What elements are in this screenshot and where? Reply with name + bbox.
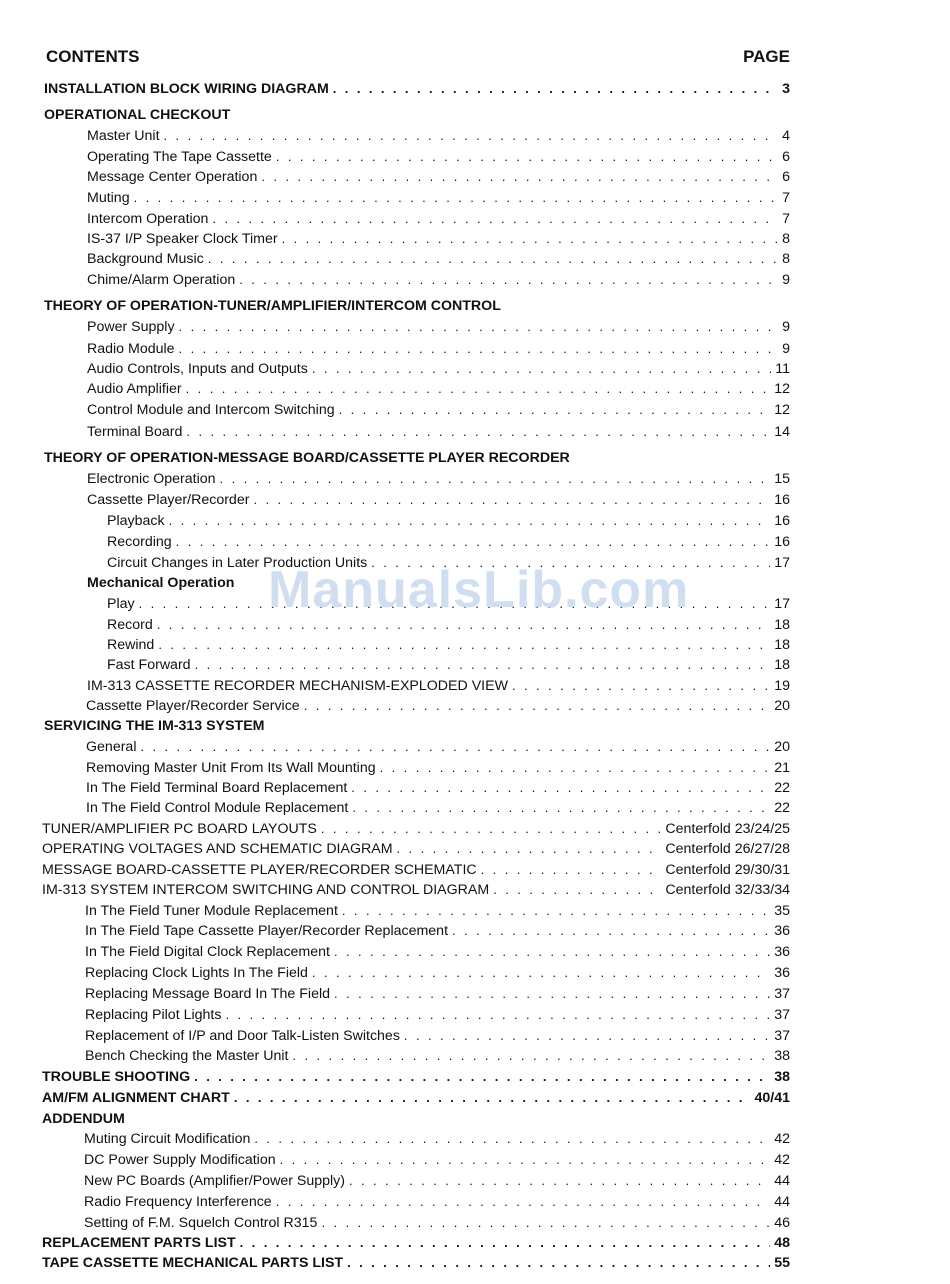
dot-leader <box>240 1234 771 1252</box>
toc-entry-page: 20 <box>774 739 790 755</box>
toc-entry-page: 37 <box>774 1028 790 1044</box>
dot-leader <box>234 1089 751 1107</box>
toc-entry-page: 16 <box>774 492 790 508</box>
toc-entry-title: Play <box>107 596 135 612</box>
toc-entry-title: Chime/Alarm Operation <box>87 272 236 288</box>
toc-entry-title: Recording <box>107 534 172 550</box>
toc-entry-page: 22 <box>774 800 790 816</box>
toc-entry <box>84 1193 790 1211</box>
dot-leader <box>158 636 770 654</box>
toc-entry-page: 22 <box>774 780 790 796</box>
toc-section-entry <box>42 1110 790 1128</box>
toc-entry-page: 8 <box>782 251 790 267</box>
dot-leader <box>225 1006 770 1024</box>
dot-leader <box>186 380 771 398</box>
dot-leader <box>339 401 771 419</box>
toc-entry <box>85 922 790 940</box>
dot-leader <box>212 210 778 228</box>
toc-entry <box>84 1151 790 1169</box>
toc-entry-title: Electronic Operation <box>87 471 216 487</box>
toc-entry <box>107 616 790 634</box>
toc-section-entry <box>42 881 790 899</box>
toc-entry-page: 36 <box>774 923 790 939</box>
toc-entry-page: 3 <box>782 81 790 97</box>
toc-entry-title: OPERATIONAL CHECKOUT <box>44 107 231 123</box>
toc-entry-page: 44 <box>774 1194 790 1210</box>
toc-entry <box>87 574 790 592</box>
toc-entry-title: Replacing Pilot Lights <box>85 1007 222 1023</box>
toc-entry <box>86 738 790 756</box>
toc-entry-title: OPERATING VOLTAGES AND SCHEMATIC DIAGRAM <box>42 841 393 857</box>
toc-entry-title: Radio Frequency Interference <box>84 1194 272 1210</box>
dot-leader <box>493 881 661 899</box>
dot-leader <box>157 616 770 634</box>
toc-entry-title: Intercom Operation <box>87 211 209 227</box>
toc-entry-title: ADDENDUM <box>42 1111 125 1127</box>
toc-entry-title: MESSAGE BOARD-CASSETTE PLAYER/RECORDER SCHEMATIC <box>42 862 477 878</box>
toc-entry-title: Circuit Changes in Later Production Units <box>107 555 368 571</box>
toc-entry-title: DC Power Supply Modification <box>84 1152 276 1168</box>
toc-entry-page: 55 <box>774 1255 790 1271</box>
toc-entry-title: Replacement of I/P and Door Talk-Listen Switches <box>85 1028 400 1044</box>
dot-leader <box>253 491 770 509</box>
dot-leader <box>512 677 770 695</box>
toc-entry-title: New PC Boards (Amplifier/Power Supply) <box>84 1173 345 1189</box>
toc-entry-page: 11 <box>775 361 790 377</box>
toc-entry-page: 42 <box>774 1152 790 1168</box>
toc-entry-title: General <box>86 739 137 755</box>
toc-entry <box>87 677 790 695</box>
dot-leader <box>349 1172 770 1190</box>
toc-section-entry <box>42 840 790 858</box>
toc-entry-title: Bench Checking the Master Unit <box>85 1048 289 1064</box>
toc-entry <box>86 759 790 777</box>
toc-entry-title: Cassette Player/Recorder <box>87 492 250 508</box>
dot-leader <box>481 861 662 879</box>
toc-entry-page: 46 <box>774 1215 790 1231</box>
toc-entry <box>85 902 790 920</box>
dot-leader <box>342 902 770 920</box>
toc-entry-title: Removing Master Unit From Its Wall Mounting <box>86 760 376 776</box>
toc-entry <box>86 697 790 715</box>
toc-entry-page: 48 <box>774 1235 790 1251</box>
toc-entry-title: IM-313 SYSTEM INTERCOM SWITCHING AND CONTROL DIAGRAM <box>42 882 490 898</box>
toc-entry-page: Centerfold 23/24/25 <box>665 821 790 837</box>
toc-entry-page: 40/41 <box>754 1090 790 1106</box>
toc-entry-title: In The Field Control Module Replacement <box>86 800 349 816</box>
toc-entry-page: 19 <box>774 678 790 694</box>
toc-entry <box>87 340 790 358</box>
toc-entry-page: 35 <box>774 903 790 919</box>
dot-leader <box>292 1047 770 1065</box>
dot-leader <box>276 148 778 166</box>
toc-entry-title: TAPE CASSETTE MECHANICAL PARTS LIST <box>42 1255 344 1271</box>
toc-entry <box>87 230 790 248</box>
toc-entry-page: 21 <box>774 760 790 776</box>
toc-entry-title: SERVICING THE IM-313 SYSTEM <box>44 718 265 734</box>
dot-leader <box>139 595 771 613</box>
toc-entry-title: In The Field Tape Cassette Player/Recorder Replacement <box>85 923 449 939</box>
dot-leader <box>380 759 771 777</box>
toc-entry-title: Terminal Board <box>87 424 183 440</box>
toc-entry <box>107 512 790 530</box>
toc-entry-page: 6 <box>782 149 790 165</box>
toc-entry-title: Playback <box>107 513 165 529</box>
toc-entry-title: Power Supply <box>87 319 175 335</box>
toc-entry <box>86 799 790 817</box>
dot-leader <box>404 1027 770 1045</box>
toc-section-entry <box>44 80 790 98</box>
toc-entry <box>84 1172 790 1190</box>
toc-entry-page: 15 <box>774 471 790 487</box>
toc-entry-title: Master Unit <box>87 128 160 144</box>
toc-entry <box>85 1047 790 1065</box>
toc-entry-page: 37 <box>774 986 790 1002</box>
toc-section-entry <box>42 861 790 879</box>
toc-entry-page: Centerfold 29/30/31 <box>665 862 790 878</box>
dot-leader <box>321 820 661 838</box>
dot-leader <box>176 533 771 551</box>
dot-leader <box>164 127 779 145</box>
dot-leader <box>452 922 770 940</box>
dot-leader <box>186 423 770 441</box>
toc-entry <box>87 250 790 268</box>
toc-entry <box>87 210 790 228</box>
dot-leader <box>397 840 662 858</box>
toc-entry-title: In The Field Terminal Board Replacement <box>86 780 348 796</box>
toc-entry-title: THEORY OF OPERATION-TUNER/AMPLIFIER/INTERCOM CONTROL <box>44 298 501 314</box>
toc-entry <box>85 1006 790 1024</box>
toc-entry-title: Radio Module <box>87 341 175 357</box>
toc-entry-title: Mechanical Operation <box>87 575 235 591</box>
toc-entry <box>87 423 790 441</box>
dot-leader <box>304 697 771 715</box>
dot-leader <box>239 271 778 289</box>
toc-entry <box>87 491 790 509</box>
dot-leader <box>220 470 771 488</box>
toc-entry-page: 42 <box>774 1131 790 1147</box>
page-column-heading: PAGE <box>743 47 790 66</box>
toc-section-entry <box>42 820 790 838</box>
toc-entry-title: Replacing Clock Lights In The Field <box>85 965 308 981</box>
toc-entry <box>87 360 790 378</box>
toc-entry-page: 16 <box>774 534 790 550</box>
toc-entry-page: 12 <box>774 402 790 418</box>
toc-entry-title: Muting <box>87 190 130 206</box>
toc-entry-page: 44 <box>774 1173 790 1189</box>
toc-entry-page: Centerfold 32/33/34 <box>665 882 790 898</box>
toc-entry <box>84 1130 790 1148</box>
dot-leader <box>169 512 771 530</box>
toc-entry-page: 14 <box>774 424 790 440</box>
dot-leader <box>282 230 779 248</box>
toc-entry <box>87 127 790 145</box>
toc-entry-page: 18 <box>774 637 790 653</box>
toc-entry-page: 9 <box>782 272 790 288</box>
toc-section-entry <box>44 717 790 735</box>
dot-leader <box>208 250 778 268</box>
toc-entry-title: Fast Forward <box>107 657 191 673</box>
dot-leader <box>179 318 779 336</box>
toc-entry-page: 7 <box>782 211 790 227</box>
toc-entry-title: Background Music <box>87 251 204 267</box>
toc-entry-title: THEORY OF OPERATION-MESSAGE BOARD/CASSETTE PLAYER RECORDER <box>44 450 570 466</box>
toc-entry-title: In The Field Tuner Module Replacement <box>85 903 338 919</box>
toc-entry-title: Message Center Operation <box>87 169 258 185</box>
toc-entry-title: Rewind <box>107 637 155 653</box>
toc-entry <box>107 595 790 613</box>
toc-entry <box>87 189 790 207</box>
toc-entry-page: 38 <box>774 1048 790 1064</box>
toc-entry-title: Audio Amplifier <box>87 381 182 397</box>
dot-leader <box>312 360 771 378</box>
dot-leader <box>334 943 770 961</box>
toc-entry <box>87 318 790 336</box>
toc-entry-page: 18 <box>774 657 790 673</box>
toc-entry <box>107 636 790 654</box>
toc-entry-title: TUNER/AMPLIFIER PC BOARD LAYOUTS <box>42 821 317 837</box>
dot-leader <box>280 1151 771 1169</box>
dot-leader <box>194 1068 770 1086</box>
toc-entry <box>85 1027 790 1045</box>
toc-entry-page: Centerfold 26/27/28 <box>665 841 790 857</box>
toc-entry-page: 16 <box>774 513 790 529</box>
toc-entry-title: REPLACEMENT PARTS LIST <box>42 1235 236 1251</box>
toc-entry-title: Cassette Player/Recorder Service <box>86 698 300 714</box>
toc-entry-title: AM/FM ALIGNMENT CHART <box>42 1090 230 1106</box>
toc-entry-page: 18 <box>774 617 790 633</box>
toc-entry <box>107 554 790 572</box>
contents-heading: CONTENTS <box>46 47 140 66</box>
toc-entry-title: Muting Circuit Modification <box>84 1131 251 1147</box>
dot-leader <box>333 80 778 98</box>
toc-entry-page: 36 <box>774 965 790 981</box>
toc-entry <box>87 168 790 186</box>
contents-header <box>46 47 790 67</box>
toc-entry-title: Replacing Message Board In The Field <box>85 986 331 1002</box>
dot-leader <box>321 1214 770 1232</box>
toc-entry-title: IS-37 I/P Speaker Clock Timer <box>87 231 278 247</box>
toc-entry-page: 7 <box>782 190 790 206</box>
dot-leader <box>351 779 770 797</box>
toc-entry-title: INSTALLATION BLOCK WIRING DIAGRAM <box>44 81 329 97</box>
toc-section-entry <box>44 106 790 124</box>
toc-entry <box>87 401 790 419</box>
toc-entry <box>107 656 790 674</box>
toc-entry-title: Setting of F.M. Squelch Control R315 <box>84 1215 318 1231</box>
toc-entry-title: Control Module and Intercom Switching <box>87 402 335 418</box>
dot-leader <box>312 964 770 982</box>
toc-entry-title: In The Field Digital Clock Replacement <box>85 944 330 960</box>
dot-leader <box>347 1254 770 1272</box>
toc-entry-page: 38 <box>774 1069 790 1085</box>
toc-entry <box>85 985 790 1003</box>
toc-entry-title: TROUBLE SHOOTING <box>42 1069 191 1085</box>
toc-entry-page: 6 <box>782 169 790 185</box>
watermark: ManualsLib.com <box>268 561 690 619</box>
dot-leader <box>261 168 778 186</box>
toc-entry-title: IM-313 CASSETTE RECORDER MECHANISM-EXPLODED VIEW <box>87 678 508 694</box>
toc-entry <box>87 380 790 398</box>
toc-entry-page: 36 <box>774 944 790 960</box>
toc-entry <box>84 1214 790 1232</box>
toc-entry-page: 37 <box>774 1007 790 1023</box>
toc-entry <box>87 271 790 289</box>
toc-entry-page: 4 <box>782 128 790 144</box>
dot-leader <box>352 799 770 817</box>
toc-entry-title: Audio Controls, Inputs and Outputs <box>87 361 308 377</box>
toc-section-entry <box>42 1254 790 1272</box>
toc-entry-page: 17 <box>774 555 790 571</box>
toc-section-entry <box>42 1089 790 1107</box>
toc-entry-page: 17 <box>774 596 790 612</box>
dot-leader <box>195 656 771 674</box>
toc-entry-page: 9 <box>782 341 790 357</box>
toc-entry-title: Operating The Tape Cassette <box>87 149 272 165</box>
toc-entry-page: 9 <box>782 319 790 335</box>
dot-leader <box>254 1130 770 1148</box>
toc-entry <box>107 533 790 551</box>
dot-leader <box>334 985 770 1003</box>
toc-entry-page: 12 <box>774 381 790 397</box>
toc-entry-page: 8 <box>782 231 790 247</box>
toc-section-entry <box>44 297 790 315</box>
dot-leader <box>276 1193 771 1211</box>
toc-section-entry <box>42 1068 790 1086</box>
dot-leader <box>371 554 770 572</box>
toc-entry <box>86 779 790 797</box>
dot-leader <box>179 340 779 358</box>
toc-entry-page: 20 <box>774 698 790 714</box>
toc-section-entry <box>44 449 790 467</box>
toc-entry <box>87 148 790 166</box>
dot-leader <box>140 738 770 756</box>
dot-leader <box>134 189 779 207</box>
toc-section-entry <box>42 1234 790 1252</box>
toc-entry-title: Record <box>107 617 153 633</box>
toc-entry <box>85 964 790 982</box>
toc-entry <box>85 943 790 961</box>
toc-entry <box>87 470 790 488</box>
